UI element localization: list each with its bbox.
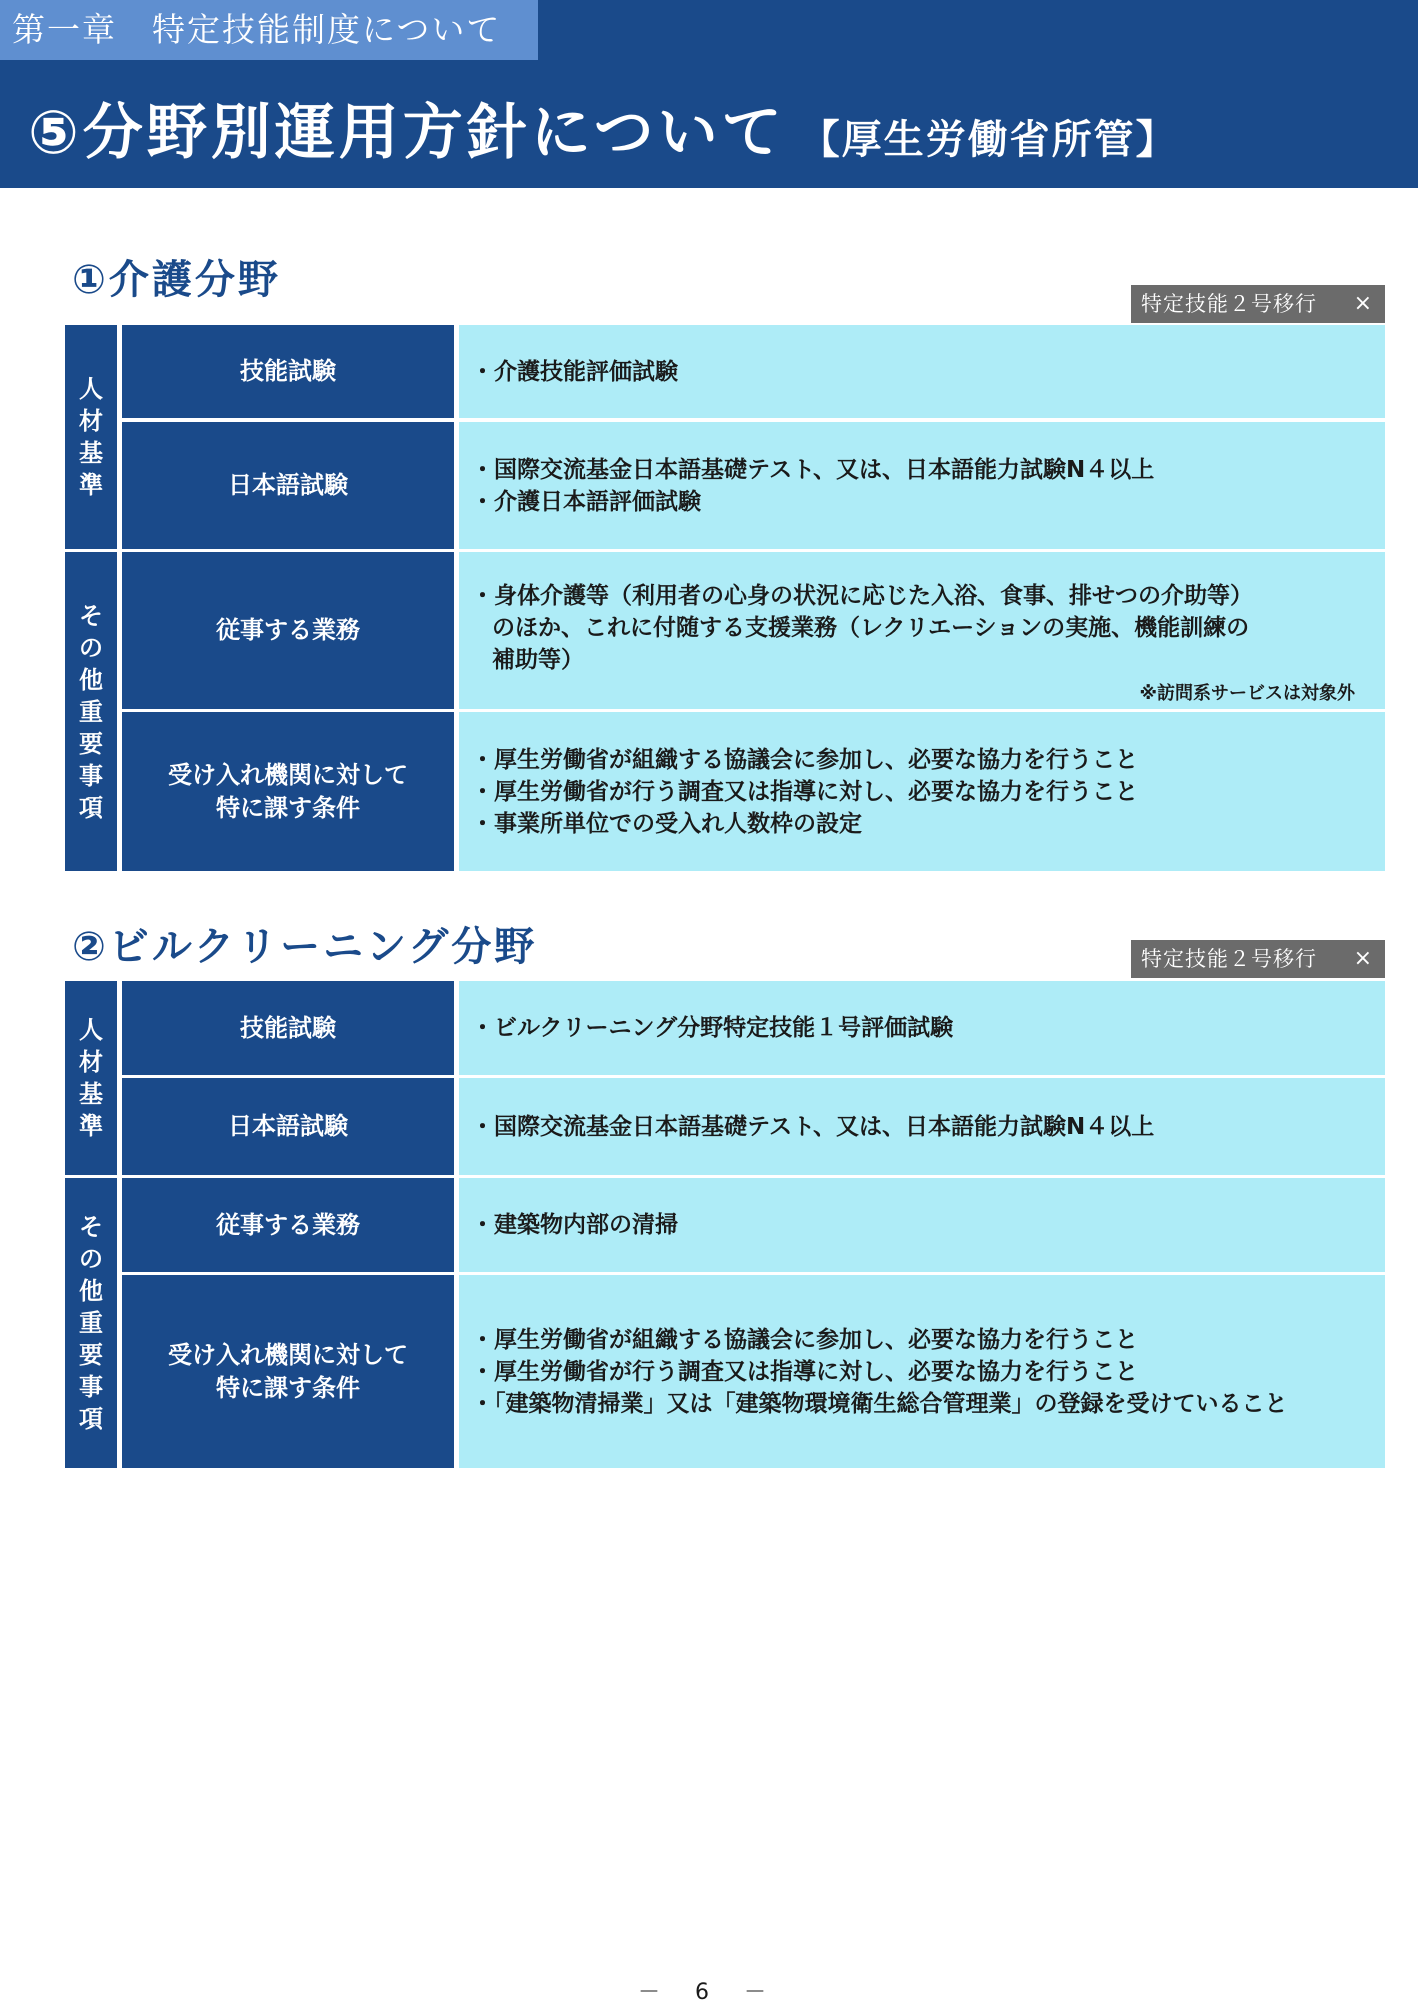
list-item: ・ビルクリーニング分野特定技能１号評価試験 <box>471 1015 954 1041</box>
list-item: ・国際交流基金日本語基礎テスト、又は、日本語能力試験N４以上 <box>471 1113 1155 1140</box>
page-title <box>28 78 1178 188</box>
page-number: － 6 － <box>638 1980 780 2005</box>
close-icon: × <box>1353 291 1373 316</box>
page-header <box>0 0 1418 188</box>
list-item: ・「建築物清掃業」又は「建築物環境衛生総合管理業」の登録を受けていること <box>471 1390 1288 1417</box>
side-label-sonota-juyo-jiko: そ の 他 重 要 事 項 <box>65 552 117 871</box>
list-item: ・介護技能評価試験 <box>471 358 678 385</box>
badge-label: 特定技能２号移行 <box>1141 292 1317 316</box>
section-title-kaigo: ①介護分野 <box>72 257 281 303</box>
row-content-duties <box>459 552 1385 709</box>
footnote: ※訪問系サービスは対象外 <box>1139 683 1355 704</box>
list-item: ・厚生労働省が組織する協議会に参加し、必要な協力を行うこと <box>471 1326 1138 1353</box>
row-label-japanese-test: 日本語試験 <box>122 1078 454 1175</box>
badge-tokutei-2 <box>1131 940 1385 978</box>
row-content-conditions <box>459 712 1385 871</box>
row-content-skill-test <box>459 325 1385 418</box>
row-content-japanese-test <box>459 422 1385 549</box>
page-title-main: ⑤分野別運用方針について <box>28 98 786 168</box>
list-item: ・国際交流基金日本語基礎テスト、又は、日本語能力試験N４以上 <box>471 456 1155 483</box>
list-item: ・建築物内部の清掃 <box>471 1212 678 1238</box>
building-cleaning-table <box>65 981 1385 1468</box>
list-item: ・介護日本語評価試験 <box>471 488 701 515</box>
row-label-japanese-test: 日本語試験 <box>122 422 454 549</box>
list-item: ・身体介護等（利用者の心身の状況に応じた入浴、食事、排せつの介助等）のほか、これに付随する支援業務（レクリエーションの実施、機能訓練の補助等） <box>471 583 1250 673</box>
page-title-ministry: 【厚生労働省所管】 <box>799 117 1178 163</box>
side-label-sonota-juyo-jiko: そ の 他 重 要 事 項 <box>65 1178 117 1468</box>
chapter-label: 第一章 特定技能制度について <box>0 0 538 60</box>
list-item: ・厚生労働省が組織する協議会に参加し、必要な協力を行うこと <box>471 746 1138 773</box>
row-content-japanese-test <box>459 1078 1385 1175</box>
row-content-skill-test <box>459 981 1385 1075</box>
row-label-conditions: 受け入れ機関に対して 特に課す条件 <box>122 712 454 871</box>
section-title-building-cleaning: ②ビルクリーニング分野 <box>72 924 538 970</box>
row-label-skill-test: 技能試験 <box>122 981 454 1075</box>
side-label-jinzai-kijun: 人 材 基 準 <box>65 981 117 1175</box>
badge-tokutei-2 <box>1131 285 1385 323</box>
kaigo-table <box>65 325 1385 871</box>
row-content-duties <box>459 1178 1385 1272</box>
row-label-skill-test: 技能試験 <box>122 325 454 418</box>
badge-label: 特定技能２号移行 <box>1141 947 1317 971</box>
close-icon: × <box>1353 946 1373 971</box>
list-item: ・厚生労働省が行う調査又は指導に対し、必要な協力を行うこと <box>471 778 1138 805</box>
list-item: ・事業所単位での受入れ人数枠の設定 <box>471 810 862 837</box>
row-content-conditions <box>459 1275 1385 1468</box>
row-label-duties: 従事する業務 <box>122 1178 454 1272</box>
list-item: ・厚生労働省が行う調査又は指導に対し、必要な協力を行うこと <box>471 1358 1138 1385</box>
side-label-jinzai-kijun: 人 材 基 準 <box>65 325 117 549</box>
row-label-conditions: 受け入れ機関に対して 特に課す条件 <box>122 1275 454 1468</box>
row-label-duties: 従事する業務 <box>122 552 454 709</box>
